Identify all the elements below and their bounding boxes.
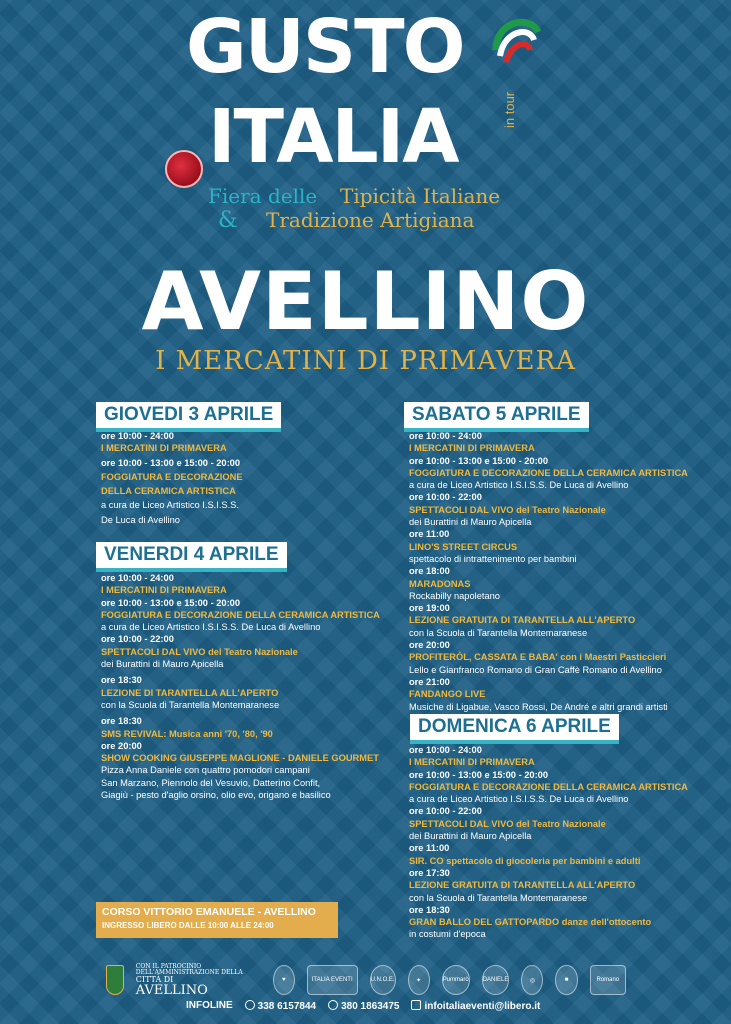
whatsapp-icon [245,1000,255,1010]
event: MARADONAS [409,578,471,589]
logo-italia: ITALIA [208,94,458,180]
event: I MERCATINI DI PRIMAVERA [409,757,535,768]
city-title: AVELLINO [141,255,590,348]
tagline-part2: Tipicità Italiane [340,184,501,208]
day-header-venerdi: VENERDI 4 APRILE [96,542,287,572]
whatsapp-icon [328,1000,338,1010]
program-giovedi [101,430,243,526]
description: San Marzano, Piennolo del Vesuvio, Datterino Confit, [101,777,321,788]
logo-in-tour: in tour [502,91,517,128]
description: Lello e Gianfranco Romano di Gran Caffè Romano di Avellino [409,664,662,675]
description: Musiche di Ligabue, Vasco Rossi, De André e altri grandi artisti [409,701,668,712]
city-crest-icon [106,965,124,995]
email-text: infoitaliaeventi@libero.it [424,1001,541,1012]
sponsor-logo-unoe: U.N.O.E. [370,965,396,995]
description: dei Burattini di Mauro Apicella [101,659,224,670]
event: SPETTACOLI DAL VIVO del Teatro Nazionale [409,818,606,829]
time: ore 10:00 - 24:00 [101,573,174,583]
tagline-part3: Tradizione Artigiana [266,208,475,232]
time: ore 10:00 - 22:00 [409,492,482,503]
time: ore 21:00 [409,676,450,687]
email-icon [411,1000,421,1010]
phone-2[interactable] [328,1000,399,1012]
day-header-giovedi: GIOVEDI 3 APRILE [96,402,281,432]
description: in costumi d'epoca [409,929,486,940]
event: SIR. CO spettacolo di giocoleria per bambini e adulti [409,855,641,866]
time: ore 10:00 - 22:00 [101,634,174,645]
time: ore 10:00 - 24:00 [101,431,174,441]
city-label: AVELLINO [135,982,208,998]
description: spettacolo di intrattenimento per bambini [409,553,577,564]
logo-dot-icon [165,150,203,188]
event: PROFITERÒL, CASSATA E BABA' con i Maestri Pasticcieri [409,652,667,663]
description: Pizza Anna Daniele con quattro pomodori campani [101,765,310,776]
event: SPETTACOLI DAL VIVO del Teatro Nazionale [101,646,298,657]
program-domenica [409,744,688,941]
time: ore 20:00 [101,740,142,751]
event: LEZIONE GRATUITA DI TARANTELLA ALL'APERTO [409,880,636,891]
city-avellino-logo [136,964,261,997]
phone-2-text: 380 1863475 [341,1001,400,1012]
email-link[interactable] [411,1000,540,1012]
time: ore 11:00 [409,843,450,854]
time: ore 20:00 [409,640,450,651]
time: ore 10:00 - 13:00 e 15:00 - 20:00 [101,597,241,608]
event: FANDANGO LIVE [409,689,486,700]
description: con la Scuola di Tarantella Montemaranese [409,627,588,638]
event: I MERCATINI DI PRIMAVERA [409,443,535,454]
event: LEZIONE DI TARANTELLA ALL'APERTO [101,687,279,698]
event: GRAN BALLO DEL GATTOPARDO danze dell'ottocento [409,917,652,928]
sponsor-logos [106,962,626,998]
description: con la Scuola di Tarantella Montemaranese [409,892,588,903]
description: a cura de Liceo Artistico I.S.I.S.S. [101,500,239,511]
sponsor-logo-daniele: DANIELE [482,965,510,995]
description: a cura de Liceo Artistico I.S.I.S.S. De Luca di Avellino [409,794,629,805]
description: De Luca di Avellino [101,514,180,525]
time: ore 18:30 [101,675,142,686]
address-street: CORSO VITTORIO EMANUELE - AVELLINO [102,906,316,918]
sponsor-logo-bird-icon: ✦ [408,965,430,995]
event: FOGGIATURA E DECORAZIONE DELLA CERAMICA ARTISTICA [409,781,688,792]
time: ore 10:00 - 24:00 [409,745,482,755]
address-box [96,902,338,938]
event: DELLA CERAMICA ARTISTICA [101,486,236,497]
description: a cura de Liceo Artistico I.S.I.S.S. De Luca di Avellino [409,480,629,491]
event: SPETTACOLI DAL VIVO del Teatro Nazionale [409,504,606,515]
time: ore 10:00 - 13:00 e 15:00 - 20:00 [409,769,549,780]
time: ore 18:30 [409,904,450,915]
city-patronage: CON IL PATROCINIO DELL'AMMINISTRAZIONE DELLA [135,962,243,976]
sponsor-logo-pummaro: Pummarò [442,965,470,995]
description: Giagiù - pesto d'aglio orsino, olio evo, origano e basilico [101,790,331,801]
day-header-sabato: SABATO 5 APRILE [404,402,589,432]
italian-flag-swirl-icon [486,10,544,80]
description: con la Scuola di Tarantella Montemaranese [101,699,280,710]
sponsor-logo-italia-eventi: ITALIA EVENTI [307,965,358,995]
description: Rockabilly napoletano [409,590,500,601]
description: a cura de Liceo Artistico I.S.I.S.S. De Luca di Avellino [101,622,321,633]
tagline-amp: & [218,208,238,233]
program-venerdi [101,572,380,801]
event: FOGGIATURA E DECORAZIONE DELLA CERAMICA ARTISTICA [409,467,688,478]
event: LINO'S STREET CIRCUS [409,541,518,552]
sponsor-logo-romano: Romano [590,965,626,995]
time: ore 10:00 - 24:00 [409,431,482,441]
event: I MERCATINI DI PRIMAVERA [101,443,227,454]
time: ore 11:00 [409,529,450,540]
infoline [186,1000,646,1012]
tagline-part1: Fiera delle [208,184,318,208]
phone-1[interactable] [245,1000,316,1012]
time: ore 19:00 [409,603,450,614]
event: SMS REVIVAL: Musica anni '70, '80, '90 [101,728,273,739]
event: FOGGIATURA E DECORAZIONE [101,471,243,482]
description: dei Burattini di Mauro Apicella [409,831,532,842]
time: ore 10:00 - 13:00 e 15:00 - 20:00 [101,457,241,468]
time: ore 10:00 - 13:00 e 15:00 - 20:00 [409,455,549,466]
heart-logo-icon: ♥ [273,965,295,995]
address-entry: INGRESSO LIBERO DALLE 10:00 ALLE 24:00 [102,921,274,930]
time: ore 10:00 - 22:00 [409,806,482,817]
event: SHOW COOKING GIUSEPPE MAGLIONE - DANIELE GOURMET [101,753,379,764]
event: I MERCATINI DI PRIMAVERA [101,585,227,596]
infoline-label: INFOLINE [186,1000,233,1011]
description: dei Burattini di Mauro Apicella [409,517,532,528]
time: ore 17:30 [409,867,450,878]
city-label-small: CITTÀ DI [135,974,174,984]
day-header-domenica: DOMENICA 6 APRILE [410,714,619,744]
event-subtitle: I MERCATINI DI PRIMAVERA [155,346,576,376]
time: ore 18:30 [101,716,142,727]
event: LEZIONE GRATUITA DI TARANTELLA ALL'APERTO [409,615,636,626]
logo-gusto: GUSTO [186,4,464,90]
time: ore 18:00 [409,566,450,577]
sponsor-logo-circle-icon: ◎ [521,965,543,995]
event: FOGGIATURA E DECORAZIONE DELLA CERAMICA ARTISTICA [101,609,380,620]
phone-1-text: 338 6157844 [257,1001,317,1012]
program-sabato [409,430,688,713]
sponsor-logo-color-icon: ■ [555,965,577,995]
